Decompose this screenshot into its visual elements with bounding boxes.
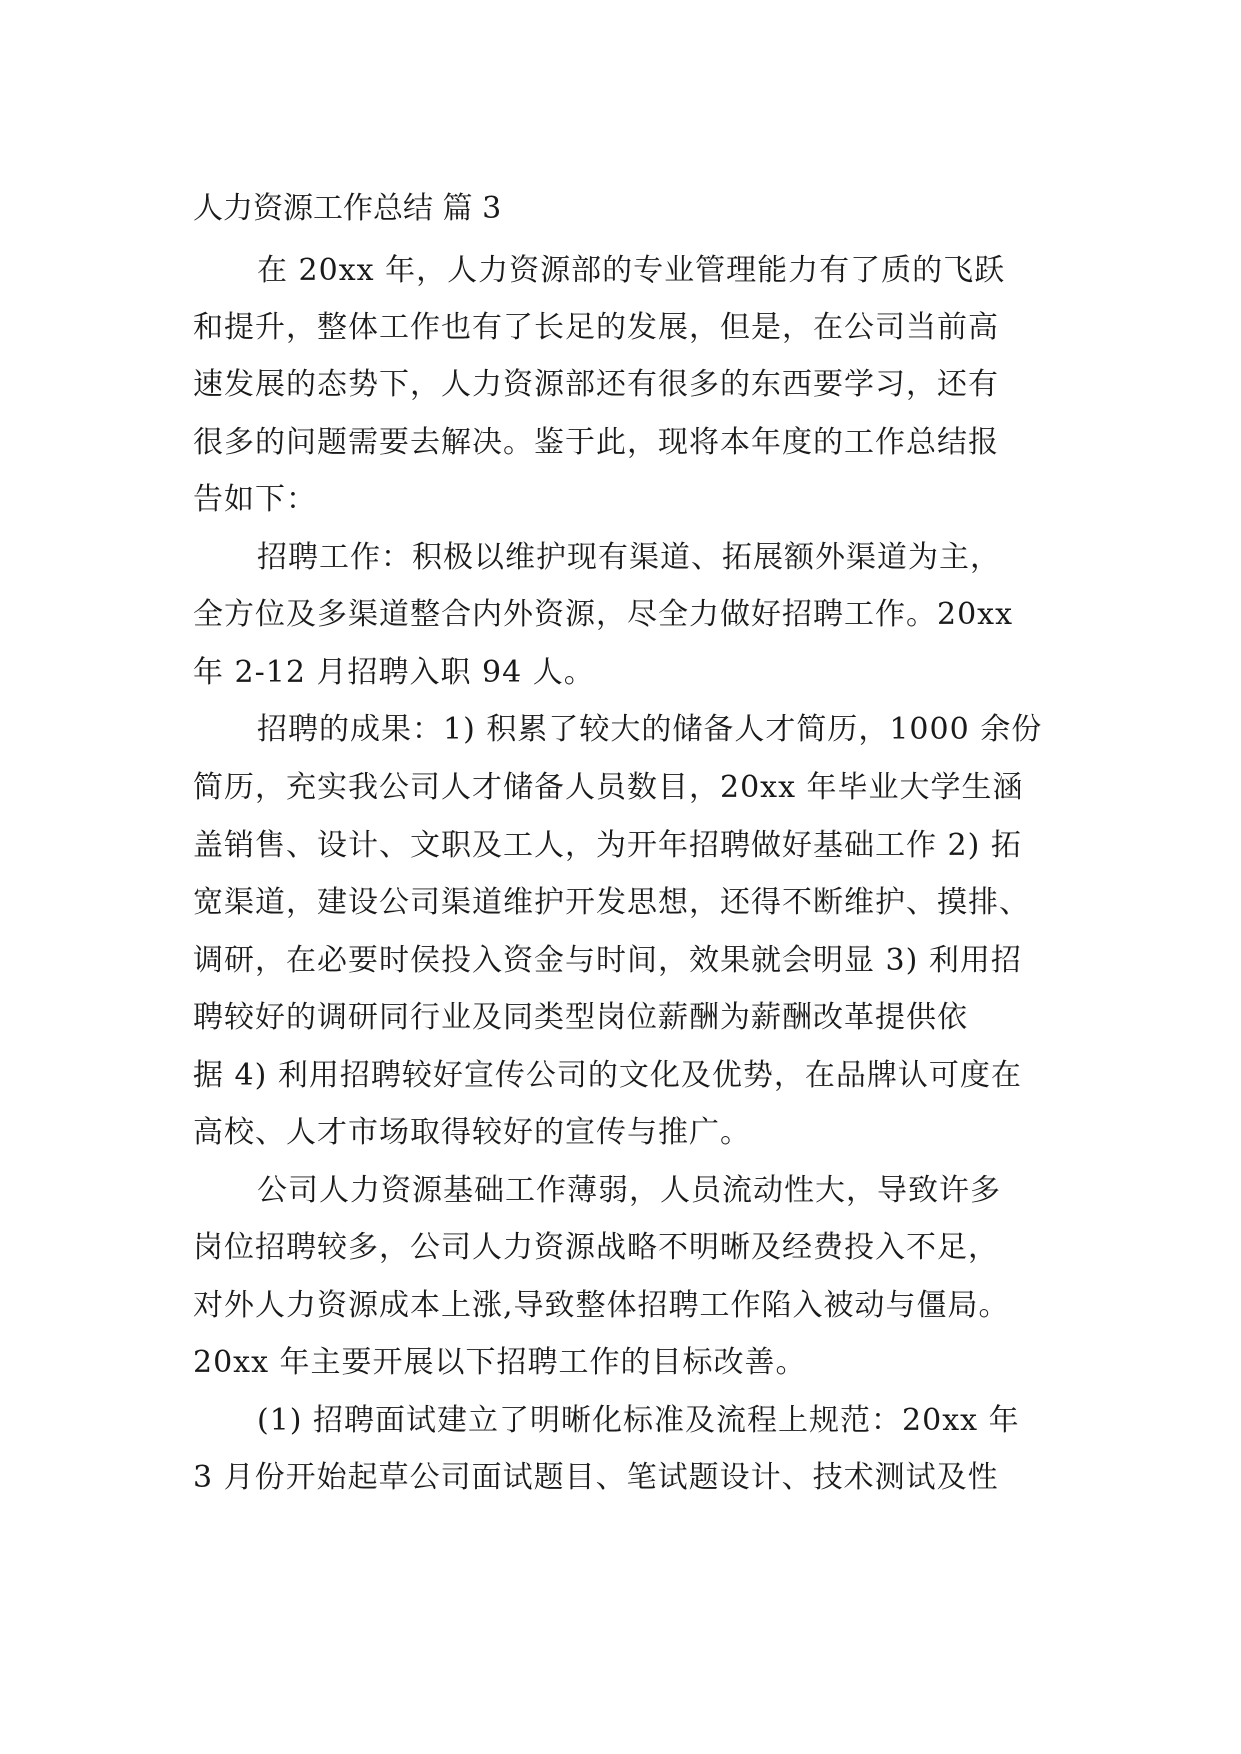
paragraph-line: 3 月份开始起草公司面试题目、笔试题设计、技术测试及性: [193, 1460, 999, 1495]
paragraph-line: 全方位及多渠道整合内外资源，尽全力做好招聘工作。20xx: [193, 597, 1014, 632]
paragraph-line: 岗位招聘较多，公司人力资源战略不明晰及经费投入不足，: [193, 1230, 999, 1265]
paragraph-line: 据 4) 利用招聘较好宣传公司的文化及优势，在品牌认可度在: [193, 1058, 1022, 1093]
paragraph-line: 高校、人才市场取得较好的宣传与推广。: [193, 1115, 751, 1150]
paragraph-line: 告如下：: [193, 482, 317, 517]
paragraph-line: 盖销售、设计、文职及工人，为开年招聘做好基础工作 2) 拓: [193, 828, 1022, 863]
paragraph-line: 宽渠道，建设公司渠道维护开发思想，还得不断维护、摸排、: [193, 885, 1030, 920]
paragraph-line: 年 2-12 月招聘入职 94 人。: [193, 655, 595, 690]
paragraph-line: 20xx 年主要开展以下招聘工作的目标改善。: [193, 1345, 807, 1380]
paragraph-line: 招聘工作：积极以维护现有渠道、拓展额外渠道为主，: [257, 540, 1001, 575]
paragraph-line: 速发展的态势下，人力资源部还有很多的东西要学习，还有: [193, 367, 999, 402]
paragraph-line: 和提升，整体工作也有了长足的发展，但是，在公司当前高: [193, 310, 999, 345]
document-title: 人力资源工作总结 篇 3: [193, 191, 502, 226]
paragraph-line: (1) 招聘面试建立了明晰化标准及流程上规范：20xx 年: [257, 1403, 1020, 1438]
paragraph-line: 招聘的成果：1) 积累了较大的储备人才简历，1000 余份: [257, 712, 1043, 747]
paragraph-line: 简历，充实我公司人才储备人员数目，20xx 年毕业大学生涵: [193, 770, 1024, 805]
paragraph-line: 调研，在必要时侯投入资金与时间，效果就会明显 3) 利用招: [193, 943, 1022, 978]
paragraph-line: 在 20xx 年，人力资源部的专业管理能力有了质的飞跃: [257, 253, 1006, 288]
paragraph-line: 公司人力资源基础工作薄弱，人员流动性大，导致许多: [257, 1173, 1001, 1208]
paragraph-line: 很多的问题需要去解决。鉴于此，现将本年度的工作总结报: [193, 425, 999, 460]
paragraph-line: 聘较好的调研同行业及同类型岗位薪酬为薪酬改革提供依: [193, 1000, 968, 1035]
paragraph-line: 对外人力资源成本上涨,导致整体招聘工作陷入被动与僵局。: [193, 1288, 1010, 1323]
